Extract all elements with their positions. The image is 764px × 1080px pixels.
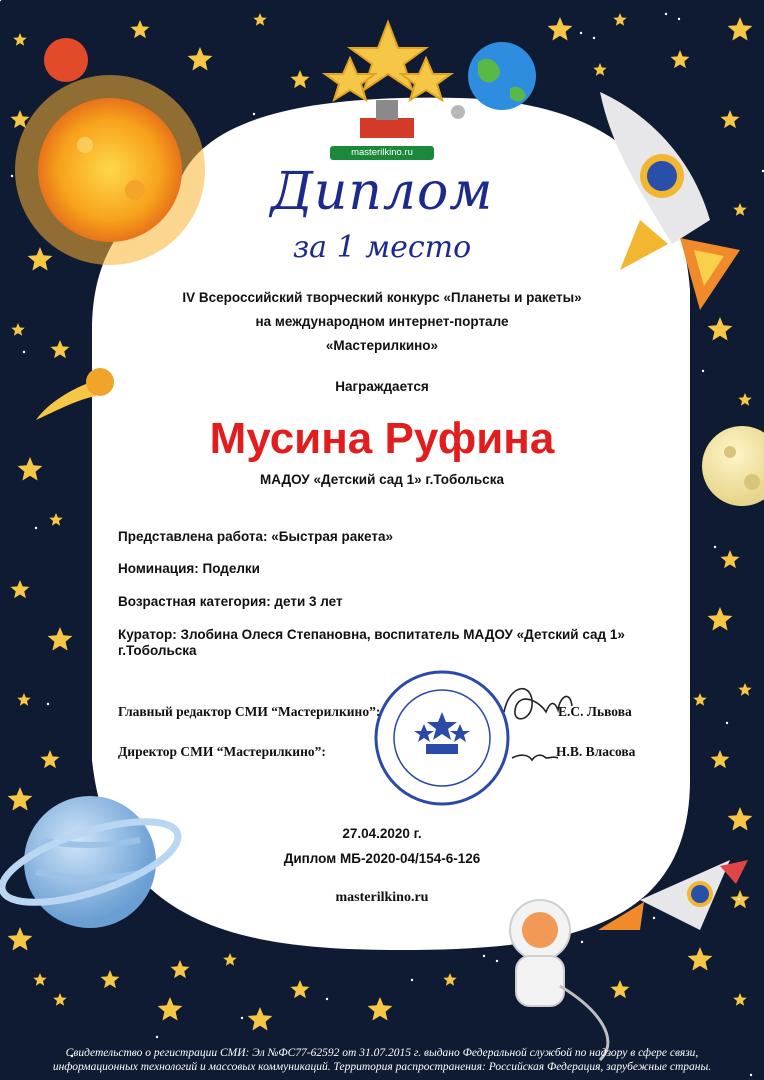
dot-star	[496, 960, 498, 962]
contest-line-2: на международном интернет-портале	[255, 314, 509, 329]
nomination: Номинация: Поделки	[118, 561, 260, 576]
sun-illustration	[15, 75, 205, 265]
dot-star	[35, 527, 37, 529]
editor-name: Е.С. Львова	[558, 704, 632, 719]
dot-star	[726, 722, 728, 724]
diploma-title: Диплом	[270, 162, 494, 222]
dot-star	[665, 13, 667, 15]
curator-line-2: г.Тобольска	[118, 643, 197, 658]
director-label: Директор СМИ “Мастерилкино”:	[118, 744, 326, 759]
awarded-label: Награждается	[335, 379, 429, 394]
dot-star	[702, 370, 704, 372]
dot-star	[411, 979, 413, 981]
diploma-place: за 1 место	[292, 230, 472, 265]
dot-star	[156, 1036, 158, 1038]
dot-star	[326, 998, 328, 1000]
dot-star	[593, 37, 595, 39]
dot-star	[23, 351, 25, 353]
recipient-organization: МАДОУ «Детский сад 1» г.Тобольска	[260, 472, 504, 487]
contest-line-3: «Мастерилкино»	[325, 338, 439, 353]
editor-label: Главный редактор СМИ “Мастерилкино”:	[118, 704, 381, 719]
dot-star	[750, 1074, 752, 1076]
dot-star	[653, 917, 655, 919]
work-title: Представлена работа: «Быстрая ракета»	[118, 529, 393, 544]
portal-logo: masterilkino.ru	[330, 146, 434, 160]
recipient-name: Мусина Руфина	[209, 414, 555, 463]
issue-date: 27.04.2020 г.	[342, 826, 422, 841]
dot-star	[47, 703, 49, 705]
age-category: Возрастная категория: дети 3 лет	[118, 594, 343, 609]
site-url: masterilkino.ru	[335, 890, 429, 905]
footer-line-1: Свидетельство о регистрации СМИ: Эл №ФС77-62592 от 31.07.2015 г. выдано Федеральной службой по надзору в сфере связи,	[65, 1047, 699, 1059]
red-planet	[44, 38, 88, 82]
dot-star	[581, 941, 583, 943]
dot-star	[11, 175, 13, 177]
dot-star	[241, 1017, 243, 1019]
diploma-number: Диплом МБ-2020-04/154-6-126	[283, 851, 481, 866]
dot-star	[714, 546, 716, 548]
footer-line-2: информационных технологий и массовых коммуникаций. Территория распространения: Российская Федерация, зарубежные страны.	[52, 1061, 712, 1073]
contest-line-1: IV Всероссийский творческий конкурс «Планеты и ракеты»	[182, 290, 582, 305]
dot-star	[483, 955, 485, 957]
curator-line-1: Куратор: Злобина Олеся Степановна, воспитатель МАДОУ «Детский сад 1»	[118, 627, 625, 642]
dot-star	[253, 113, 255, 115]
director-name: Н.В. Власова	[556, 744, 636, 759]
dot-star	[678, 18, 680, 20]
dot-star	[580, 32, 582, 34]
dot-star	[738, 898, 740, 900]
